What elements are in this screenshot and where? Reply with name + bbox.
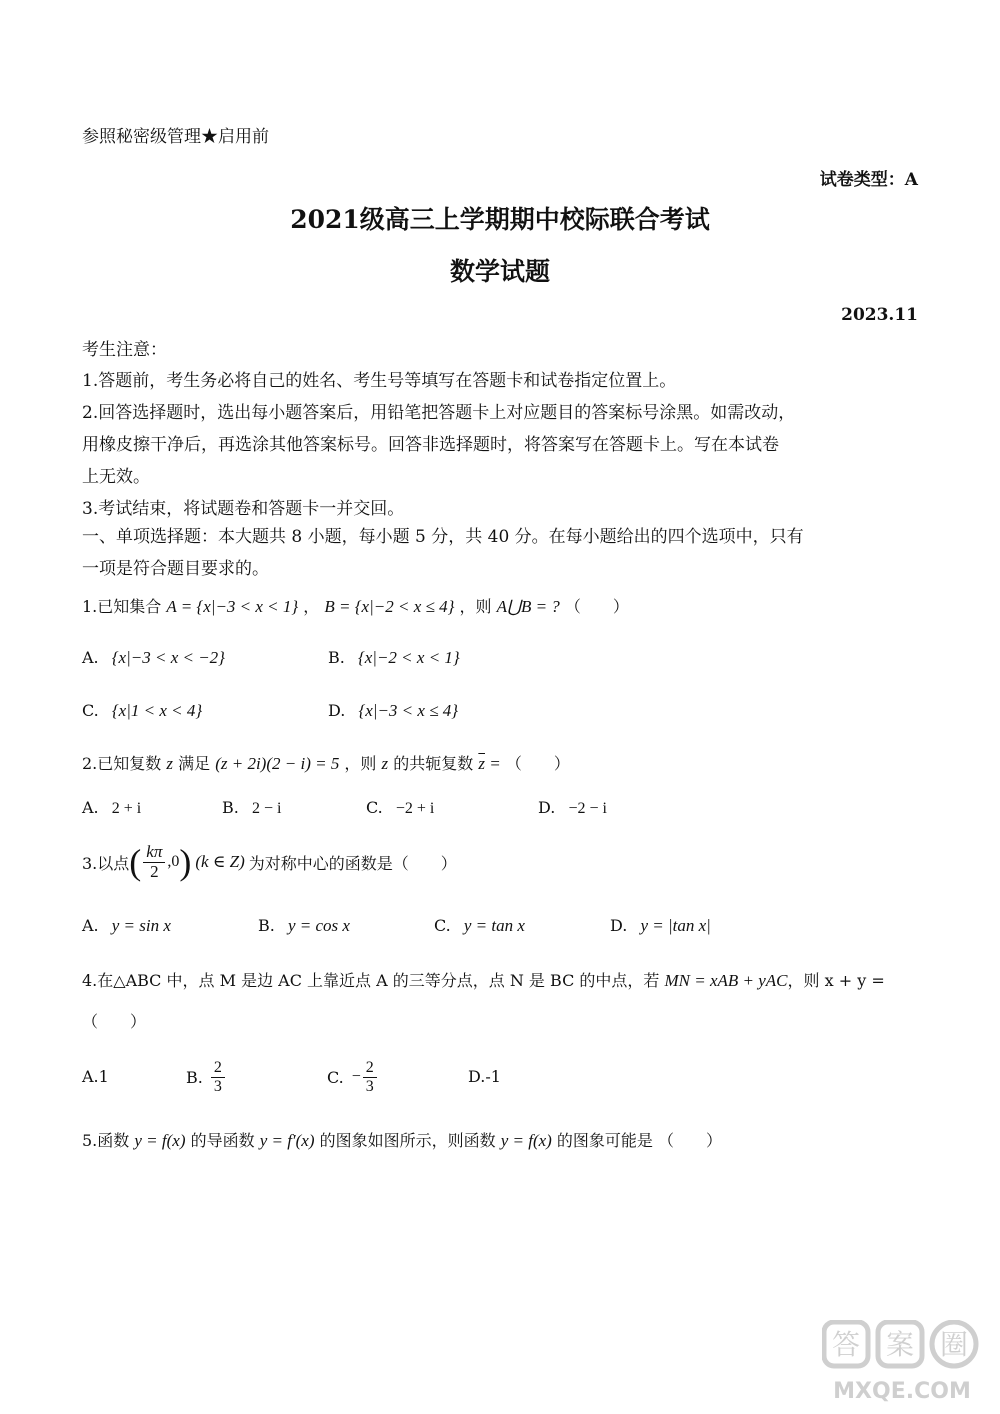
q4-vector-equation: MN = xAB + yAC: [664, 971, 788, 990]
q4-option-b-fraction: [211, 1059, 225, 1095]
q4-option-b-numerator: 2: [211, 1059, 225, 1078]
q1-text-c: ，则: [459, 597, 492, 616]
q2-equation: (z + 2i)(2 − i) = 5: [215, 754, 340, 773]
q2-text-d: 的共轭复数: [393, 754, 474, 773]
question-1-stem: [82, 592, 629, 622]
q3-text-a: 3.以点: [82, 853, 130, 873]
q2-option-a-label: A.: [82, 798, 99, 817]
q2-option-b: [222, 793, 281, 824]
q2-equals: =: [484, 754, 501, 773]
q2-text-b: 满足: [178, 754, 211, 773]
q2-text-c: ，则: [344, 754, 377, 773]
q3-option-c: [434, 911, 525, 941]
q4-text-a: 4.在△ABC 中，点 M 是边 AC 上靠近点 A 的三等分点，点 N 是 BC 的中点，若: [82, 971, 660, 990]
q4-option-c-denominator: 3: [365, 1077, 374, 1095]
q5-derivative: y = f′(x): [259, 1131, 315, 1150]
q1-option-b-value: {x|−2 < x < 1}: [357, 648, 460, 667]
q2-option-c-label: C.: [366, 798, 383, 817]
q3-option-b: [258, 911, 350, 941]
q3-answer-blank: （ ）: [392, 853, 457, 873]
q1-option-a-value: {x|−3 < x < −2}: [111, 648, 225, 667]
q4-option-c: [327, 1052, 379, 1102]
q1-option-c: [82, 696, 202, 726]
svg-text:答: 答: [831, 1328, 861, 1361]
q2-answer-blank: （ ）: [505, 754, 570, 773]
q2-option-d-value: −2 − i: [568, 800, 607, 817]
q1-option-a: [82, 643, 225, 673]
q2-option-c-value: −2 + i: [395, 800, 435, 817]
q3-option-a-value: y = sin x: [111, 916, 171, 935]
q2-zbar: $\overline{z}$: [478, 754, 485, 773]
q1-answer-blank: （ ）: [564, 597, 629, 616]
q4-option-a: A.1: [82, 1067, 109, 1086]
q5-function-2: y = f(x): [500, 1131, 552, 1150]
q2-text-a: 2.已知复数: [82, 754, 162, 773]
q1-option-a-label: A.: [82, 648, 99, 667]
q1-option-c-label: C.: [82, 701, 99, 720]
section1-line-2: 一项是符合题目要求的。: [82, 559, 269, 579]
q4-option-b-denominator: 3: [213, 1077, 222, 1095]
notice-item-1: 1.答题前，考生务必将自己的姓名、考生号等填写在答题卡和试卷指定位置上。: [82, 371, 677, 391]
q1-set-a: A = {x|−3 < x < 1}: [166, 597, 299, 616]
secret-level: 参照秘密级管理★启用前: [82, 127, 269, 147]
q4-option-b: [186, 1052, 227, 1102]
question-2-stem: [82, 749, 570, 779]
q4-option-c-sign: −: [351, 1068, 361, 1085]
q3-condition: (k ∈ Z): [195, 852, 245, 871]
notice-item-3: 3.考试结束，将试题卷和答题卡一并交回。: [82, 499, 405, 519]
q1-option-d-label: D.: [328, 701, 346, 720]
q2-option-d-label: D.: [538, 798, 556, 817]
q3-option-d-value: y = |tan x|: [640, 916, 711, 935]
watermark-logo: [822, 1320, 982, 1406]
q4-option-d: D.-1: [468, 1067, 501, 1086]
q2-option-b-value: 2 − i: [251, 800, 282, 817]
q2-option-a: [82, 793, 141, 824]
q5-text-a: 5.函数: [82, 1131, 130, 1150]
notice-item-2-line-1: 2.回答选择题时，选出每小题答案后，用铅笔把答题卡上对应题目的答案标号涂黑。如需改动，: [82, 403, 796, 423]
q1-option-b: [328, 643, 460, 673]
q3-option-d-label: D.: [610, 916, 628, 935]
q3-text-b: 为对称中心的函数是: [248, 853, 393, 873]
q2-z: z: [166, 754, 173, 773]
q1-option-b-label: B.: [328, 648, 345, 667]
q3-option-b-label: B.: [258, 916, 275, 935]
q5-answer-blank: （ ）: [658, 1131, 723, 1150]
question-4-stem: [82, 966, 885, 996]
q3-option-a-label: A.: [82, 916, 99, 935]
question-5-stem: [82, 1126, 722, 1156]
subject-title: 数学试题: [449, 257, 550, 286]
question-3-stem: [82, 834, 457, 890]
q3-fraction: [143, 843, 165, 881]
q2-option-d: [538, 793, 607, 824]
q4-answer-blank: （ ）: [82, 1012, 147, 1031]
q4-option-c-label: C.: [327, 1067, 344, 1087]
q1-option-c-value: {x|1 < x < 4}: [111, 701, 203, 720]
q5-text-c: 的图象如图所示，则函数: [319, 1131, 496, 1150]
q3-option-d: [610, 911, 711, 941]
q5-text-b: 的导函数: [190, 1131, 255, 1150]
q5-function: y = f(x): [134, 1131, 186, 1150]
q3-option-c-value: y = tan x: [463, 916, 525, 935]
paper-type: 试卷类型：A: [819, 170, 918, 190]
q1-option-d: [328, 696, 458, 726]
q1-text-b: ，: [303, 597, 320, 616]
q2-z-2: z: [381, 754, 389, 773]
q3-point-tail: ,0: [167, 853, 180, 870]
q3-fraction-numerator: kπ: [143, 843, 165, 863]
q3-fraction-denominator: 2: [150, 861, 159, 881]
q2-option-a-value: 2 + i: [111, 800, 142, 817]
q3-option-c-label: C.: [434, 916, 451, 935]
q4-option-c-numerator: 2: [363, 1059, 377, 1078]
q4-text-b: ，则 x + y =: [787, 971, 885, 990]
svg-text:MXQE.COM: MXQE.COM: [833, 1379, 971, 1404]
q3-right-paren: ): [179, 842, 192, 882]
q5-text-d: 的图象可能是: [556, 1131, 653, 1150]
notice-heading: 考生注意：: [82, 340, 167, 360]
q1-option-d-value: {x|−3 < x ≤ 4}: [358, 701, 459, 720]
q2-option-b-label: B.: [222, 798, 239, 817]
exam-title: 2021级高三上学期期中校际联合考试: [290, 205, 710, 234]
q3-left-paren: (: [129, 842, 142, 882]
q4-option-b-label: B.: [186, 1067, 203, 1087]
q1-union: A⋃B = ?: [496, 597, 560, 616]
q2-option-c: [366, 793, 434, 824]
section1-line-1: 一、单项选择题：本大题共 8 小题，每小题 5 分，共 40 分。在每小题给出的四个选项中，只有: [82, 527, 804, 547]
notice-item-2-line-2: 用橡皮擦干净后，再选涂其他答案标号。回答非选择题时，将答案写在答题卡上。写在本试卷: [82, 435, 779, 455]
notice-item-2-line-3: 上无效。: [82, 467, 150, 487]
q1-set-b: B = {x|−2 < x ≤ 4}: [324, 597, 455, 616]
q1-text-a: 1.已知集合: [82, 597, 162, 616]
q4-option-c-fraction: [363, 1059, 377, 1095]
svg-text:圈: 圈: [939, 1328, 969, 1361]
q3-option-b-value: y = cos x: [287, 916, 350, 935]
exam-date: 2023.11: [841, 305, 918, 325]
q3-option-a: [82, 911, 171, 941]
svg-text:案: 案: [885, 1328, 915, 1361]
